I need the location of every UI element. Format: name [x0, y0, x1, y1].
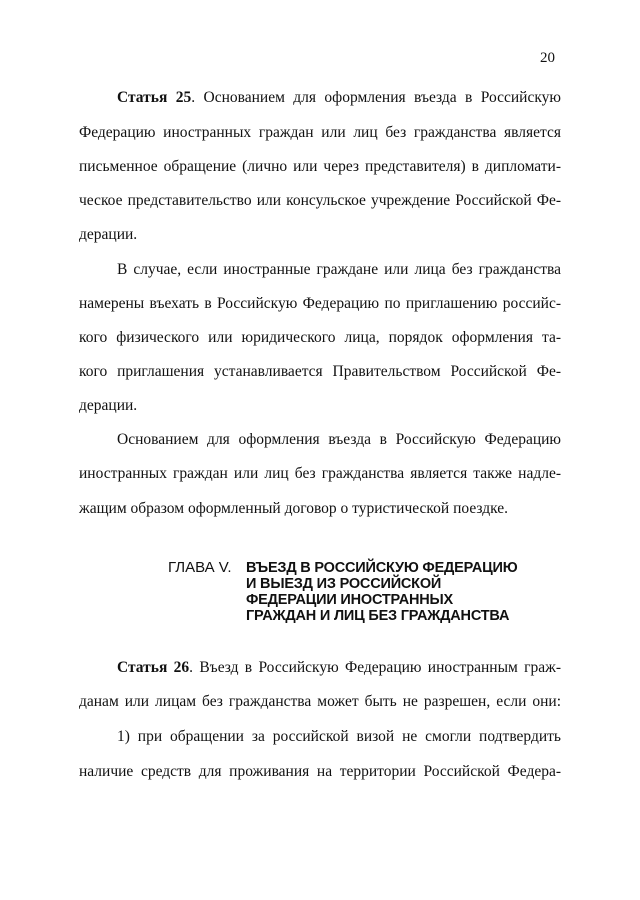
- paragraph-2-line-3: кого физического или юридического лица, порядок оформления та-: [79, 329, 561, 346]
- paragraph-2-line-1: В случае, если иностранные граждане или лица без гражданства: [117, 261, 561, 278]
- article-25-line-5: дерации.: [79, 226, 138, 243]
- article-26-label: Статья 26: [117, 659, 190, 676]
- article-26-line-1-text: . Въезд в Российскую Федерацию иностранным граж-: [189, 659, 561, 676]
- item-1-line-1: 1) при обращении за российской визой не смогли подтвердить: [117, 728, 561, 745]
- chapter-title-line-3: ФЕДЕРАЦИИ ИНОСТРАННЫХ: [246, 592, 453, 608]
- article-25-line-1: [117, 88, 561, 108]
- article-25-label: Статья 25: [117, 89, 192, 106]
- paragraph-2-line-2: намерены въехать в Российскую Федерацию по приглашению российс-: [79, 295, 561, 312]
- article-26-line-1: [117, 658, 561, 678]
- paragraph-3-line-3: жащим образом оформленный договор о туристической поездке.: [79, 500, 509, 517]
- chapter-prefix: ГЛАВА V.: [168, 559, 232, 576]
- paragraph-2-line-5: дерации.: [79, 397, 138, 414]
- article-25-line-4: ческое представительство или консульское учреждение Российской Фе-: [79, 192, 561, 209]
- article-25-line-3: письменное обращение (лично или через представителя) в дипломати-: [79, 158, 561, 175]
- paragraph-2-line-4: кого приглашения устанавливается Правительством Российской Фе-: [79, 363, 561, 380]
- paragraph-3-line-1: Основанием для оформления въезда в Российскую Федерацию: [117, 431, 561, 448]
- chapter-title-line-4: ГРАЖДАН И ЛИЦ БЕЗ ГРАЖДАНСТВА: [246, 608, 510, 624]
- chapter-title-line-2: И ВЫЕЗД ИЗ РОССИЙСКОЙ: [246, 576, 442, 592]
- item-1-line-2: наличие средств для проживания на территории Российской Федера-: [79, 763, 561, 780]
- chapter-title-line-1: ВЪЕЗД В РОССИЙСКУЮ ФЕДЕРАЦИЮ: [246, 560, 518, 576]
- article-25-line-2: Федерацию иностранных граждан или лиц без гражданства является: [79, 124, 561, 141]
- page-number: 20: [540, 50, 555, 66]
- article-26-line-2: данам или лицам без гражданства может быть не разрешен, если они:: [79, 693, 561, 710]
- paragraph-3-line-2: иностранных граждан или лиц без гражданства является также надле-: [79, 465, 561, 482]
- article-25-line-1-text: . Основанием для оформления въезда в Российскую: [191, 89, 561, 106]
